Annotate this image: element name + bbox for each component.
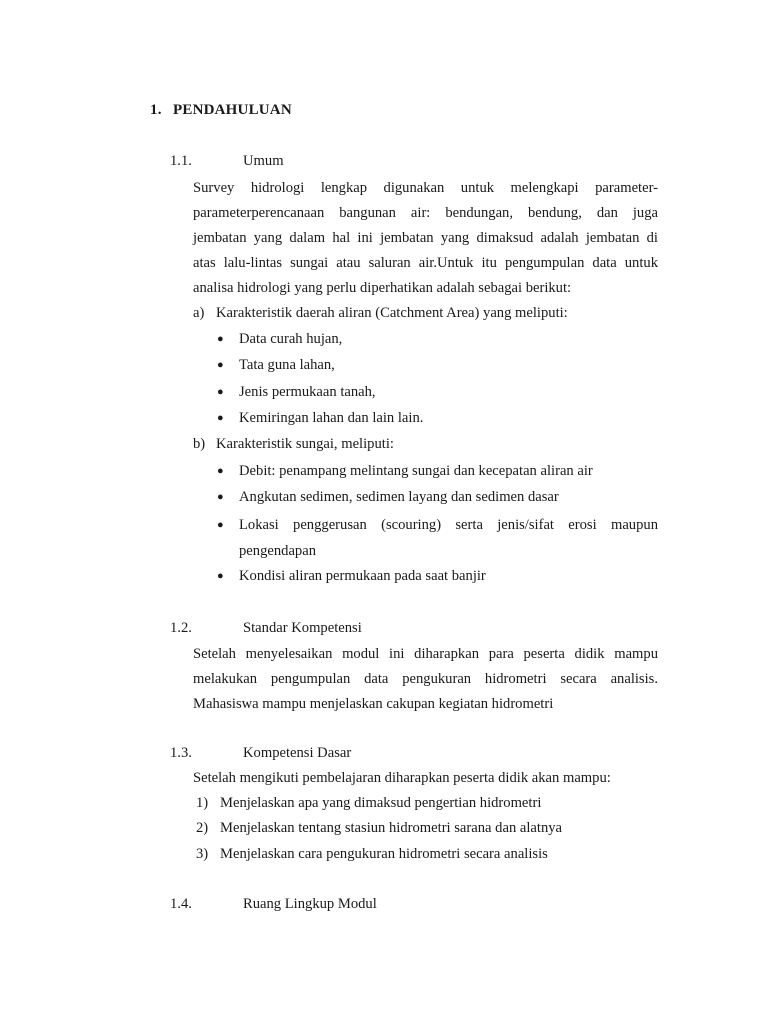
section-number: 1.3. — [170, 745, 192, 761]
bullet-icon: ● — [217, 359, 224, 371]
bullet-item — [217, 410, 423, 427]
paragraph-line: melakukan pengumpulan data pengukuran hidrometri secara analisis. — [193, 671, 658, 687]
bullet-item — [217, 463, 593, 480]
paragraph-line: Mahasiswa mampu menjelaskan cakupan kegiatan hidrometri — [193, 696, 554, 712]
paragraph-line: atas lalu-lintas sungai atau saluran air.Untuk itu pengumpulan data untuk — [193, 255, 658, 271]
bullet-icon: ● — [217, 386, 224, 398]
bullet-text-continuation: pengendapan — [239, 543, 316, 559]
paragraph-1-1 — [193, 176, 658, 301]
section-number: 1.4. — [170, 896, 192, 912]
numbered-item — [196, 820, 562, 837]
bullet-icon: ● — [217, 519, 224, 531]
paragraph-line: jembatan yang dalam hal ini jembatan yang dimaksud adalah jembatan di — [193, 230, 658, 246]
paragraph-1-2 — [193, 642, 658, 717]
section-heading-1-1 — [170, 153, 284, 170]
bullet-text: Kondisi aliran permukaan pada saat banjir — [239, 568, 486, 584]
bullet-item — [217, 331, 342, 348]
section-number: 1.2. — [170, 620, 192, 636]
list-item-text: Karakteristik sungai, meliputi: — [216, 436, 394, 452]
list-marker: 1) — [196, 795, 209, 811]
list-marker: 3) — [196, 846, 209, 862]
bullet-icon: ● — [217, 412, 224, 424]
bullet-text: Tata guna lahan, — [239, 357, 335, 373]
section-heading-1-3 — [170, 745, 351, 762]
chapter-title-text: PENDAHULUAN — [173, 102, 292, 118]
list-item-text: Karakteristik daerah aliran (Catchment Area) yang meliputi: — [216, 305, 568, 321]
bullet-icon: ● — [217, 570, 224, 582]
section-number: 1.1. — [170, 153, 192, 169]
bullet-text: Debit: penampang melintang sungai dan kecepatan aliran air — [239, 463, 593, 479]
section-heading-1-2 — [170, 620, 362, 637]
section-title: Kompetensi Dasar — [243, 745, 352, 761]
list-marker: 2) — [196, 820, 209, 836]
section-title: Ruang Lingkup Modul — [243, 896, 377, 912]
bullet-item — [217, 568, 486, 585]
list-marker: b) — [193, 436, 206, 452]
bullet-text: Jenis permukaan tanah, — [239, 384, 376, 400]
paragraph-line: parameterperencanaan bangunan air: bendungan, bendung, dan juga — [193, 205, 658, 221]
bullet-item — [217, 512, 658, 564]
paragraph-line: analisa hidrologi yang perlu diperhatikan adalah sebagai berikut: — [193, 280, 572, 296]
chapter-number: 1. — [150, 102, 162, 118]
list-item-text: Menjelaskan apa yang dimaksud pengertian hidrometri — [220, 795, 542, 811]
bullet-text: Data curah hujan, — [239, 331, 343, 347]
bullet-icon: ● — [217, 491, 224, 503]
bullet-item — [217, 489, 559, 506]
section-heading-1-4 — [170, 896, 377, 913]
bullet-text: Kemiringan lahan dan lain lain. — [239, 410, 424, 426]
numbered-item — [196, 846, 548, 863]
numbered-item — [196, 795, 541, 812]
bullet-text: Angkutan sedimen, sedimen layang dan sedimen dasar — [239, 489, 559, 505]
paragraph-line: Survey hidrologi lengkap digunakan untuk melengkapi parameter- — [193, 180, 658, 196]
list-item-a — [193, 305, 568, 322]
bullet-item — [217, 384, 376, 401]
bullet-text: Lokasi penggerusan (scouring) serta jenis/sifat erosi maupun — [239, 517, 658, 533]
paragraph-1-3-intro: Setelah mengikuti pembelajaran diharapkan peserta didik akan mampu: — [193, 770, 611, 786]
section-title: Standar Kompetensi — [243, 620, 362, 636]
chapter-title — [150, 102, 292, 119]
bullet-icon: ● — [217, 465, 224, 477]
bullet-item — [217, 357, 335, 374]
list-item-b — [193, 436, 394, 453]
list-item-text: Menjelaskan tentang stasiun hidrometri sarana dan alatnya — [220, 820, 563, 836]
bullet-icon: ● — [217, 333, 224, 345]
list-marker: a) — [193, 305, 205, 321]
list-item-text: Menjelaskan cara pengukuran hidrometri secara analisis — [220, 846, 548, 862]
paragraph-line: Setelah menyelesaikan modul ini diharapkan para peserta didik mampu — [193, 646, 658, 662]
section-title: Umum — [243, 153, 284, 169]
